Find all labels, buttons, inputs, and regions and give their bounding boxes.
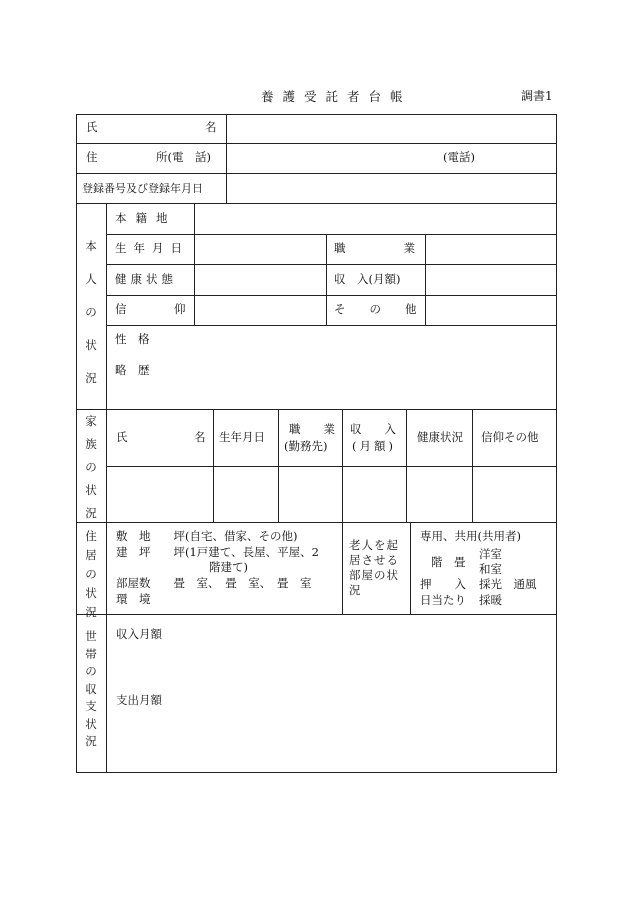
family-col-birth: 生年月日: [219, 430, 265, 444]
history-label: 略 歴: [115, 363, 150, 377]
address-label-right: 所(電 話): [156, 150, 211, 164]
family-col-faith: 信仰その他: [481, 430, 539, 444]
family-col-income-2: (月額): [352, 439, 396, 453]
address-label-left: 住: [86, 150, 98, 164]
housing-line-4: 部屋数 畳 室、 畳 室、 畳 室: [116, 576, 312, 590]
birth-field[interactable]: [196, 236, 325, 263]
family-row-job[interactable]: [280, 468, 341, 521]
health-field[interactable]: [196, 266, 325, 294]
income-label: 収 入(月額): [334, 272, 401, 286]
person-section-label: 本人の状況: [85, 239, 97, 385]
room-japanese: 和室: [479, 562, 502, 576]
job-field[interactable]: [427, 236, 555, 263]
room-sunlight: 日当たり: [420, 593, 466, 607]
room-tatami: 階 畳: [431, 555, 466, 569]
room-light-ventilation: 採光 通風: [479, 577, 537, 591]
housing-line-3: 階建て): [209, 560, 248, 574]
registration-label: 登録番号及び登録年月日: [82, 182, 203, 195]
honseki-label: 本籍地: [115, 211, 177, 225]
faith-label-right: 仰: [174, 302, 186, 316]
family-col-job-2: (勤務先): [284, 439, 328, 453]
room-heating: 採暖: [479, 593, 502, 607]
other-field[interactable]: [427, 297, 555, 324]
form-code: 調書1: [521, 89, 553, 103]
household-expense-label: 支出月額: [116, 693, 162, 707]
family-col-health: 健康状況: [417, 430, 463, 444]
room-label-1: 老人を起: [349, 538, 399, 552]
name-label-left: 氏: [86, 120, 98, 134]
birth-label: 生年月日: [115, 241, 189, 255]
form-title: 養護受託者台帳: [261, 89, 412, 104]
household-income-field[interactable]: [170, 620, 554, 670]
room-label-4: 況: [349, 583, 361, 597]
name-field[interactable]: [228, 115, 555, 142]
housing-section-label: 住居の状況: [85, 529, 97, 619]
faith-field[interactable]: [196, 297, 325, 324]
registration-field[interactable]: [228, 175, 555, 202]
income-field[interactable]: [427, 266, 555, 294]
room-label-2: 居させる: [349, 553, 399, 567]
room-usage: 専用、共用(共用者): [420, 529, 521, 543]
job-label: 職業: [334, 241, 473, 255]
family-col-job-1: 職 業: [289, 422, 335, 436]
honseki-field[interactable]: [196, 205, 555, 233]
room-western: 洋室: [479, 547, 502, 561]
family-row-birth[interactable]: [215, 468, 277, 521]
faith-label-left: 信: [115, 302, 127, 316]
address-field[interactable]: [228, 145, 555, 172]
family-row-income[interactable]: [344, 468, 405, 521]
character-history-field[interactable]: [160, 327, 555, 408]
household-expense-field[interactable]: [170, 686, 554, 766]
health-label: 健康状態: [115, 272, 177, 286]
family-row-name[interactable]: [108, 468, 212, 521]
family-row-health[interactable]: [408, 468, 471, 521]
family-col-income-1: 収 入: [350, 422, 396, 436]
name-label-right: 名: [205, 120, 217, 134]
family-row-faith[interactable]: [474, 468, 555, 521]
housing-line-2: 建 坪 坪(1戸建て、長屋、平屋、2: [116, 545, 319, 559]
housing-line-5: 環 境: [116, 592, 151, 606]
family-col-name-right: 名: [194, 430, 206, 444]
other-label: その他: [334, 302, 441, 316]
room-closet: 押 入: [420, 577, 466, 591]
household-section-label: 世帯の収支状況: [85, 629, 97, 748]
address-phone: (電話): [443, 150, 475, 164]
family-col-name-left: 氏: [116, 430, 128, 444]
character-label: 性 格: [115, 332, 150, 346]
household-income-label: 収入月額: [116, 627, 162, 641]
room-label-3: 部屋の状: [349, 568, 399, 582]
housing-line-1: 敷 地 坪(自宅、借家、その他): [116, 529, 298, 543]
family-section-label: 家族の状況: [85, 414, 97, 520]
